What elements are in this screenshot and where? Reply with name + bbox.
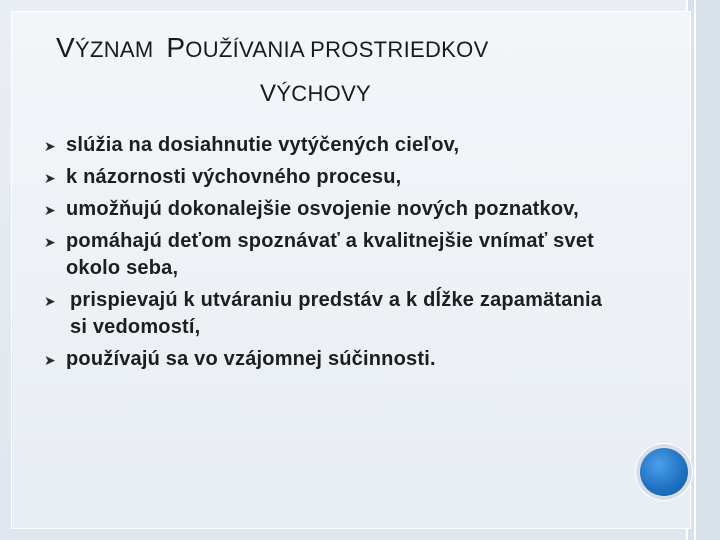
title-line-2 — [260, 82, 371, 106]
arrow-bullet-icon: ➤ — [44, 202, 56, 218]
bullet-text: umožňujú dokonalejšie osvojenie nových poznatkov, — [66, 198, 579, 220]
title-text: OUŽÍVANIA PROSTRIEDKOV — [185, 37, 489, 62]
bullet-text: prispievajú k utváraniu predstáv a k dĺžke zapamätania si vedomostí, — [70, 289, 603, 338]
title-initial: V — [56, 32, 75, 63]
title-text: ÝCHOVY — [276, 81, 372, 106]
list-item — [44, 132, 604, 159]
list-item — [44, 228, 604, 282]
title-initial: V — [260, 80, 277, 107]
bullet-list — [44, 132, 604, 378]
arrow-bullet-icon: ➤ — [44, 234, 56, 250]
title-text: ÝZNAM — [74, 37, 167, 62]
list-item — [44, 196, 604, 223]
bullet-text: používajú sa vo vzájomnej súčinnosti. — [66, 348, 436, 370]
arrow-bullet-icon: ➤ — [44, 293, 56, 309]
list-item — [44, 287, 604, 341]
arrow-bullet-icon: ➤ — [44, 170, 56, 186]
arrow-bullet-icon: ➤ — [44, 138, 56, 154]
title-line-1 — [56, 34, 489, 62]
list-item — [44, 346, 604, 373]
list-item — [44, 164, 604, 191]
bullet-text: k názornosti výchovného procesu, — [66, 166, 402, 188]
blue-circle-decoration — [640, 448, 688, 496]
title-initial: P — [166, 32, 186, 63]
bullet-text: pomáhajú deťom spoznávať a kvalitnejšie vnímať svet okolo seba, — [66, 230, 595, 279]
bullet-text: slúžia na dosiahnutie vytýčených cieľov, — [66, 134, 460, 156]
arrow-bullet-icon: ➤ — [44, 352, 56, 368]
